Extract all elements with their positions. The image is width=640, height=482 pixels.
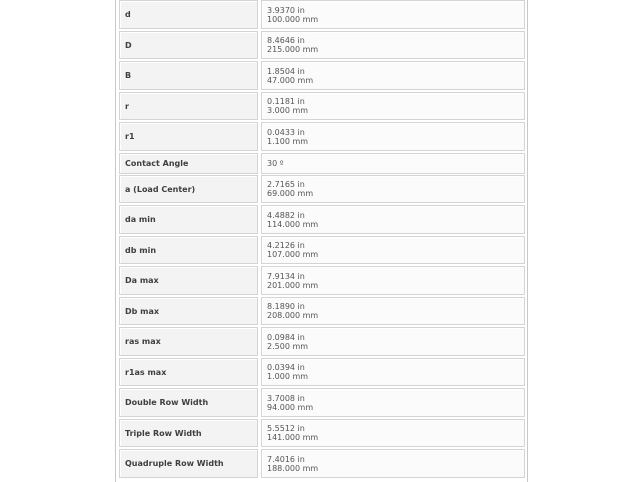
spec-value xyxy=(261,327,525,356)
spec-row-double-row-width xyxy=(119,388,525,417)
spec-value xyxy=(261,449,525,478)
spec-value-in: 4.4882 in xyxy=(267,210,305,220)
spec-value xyxy=(261,297,525,325)
spec-value-mm: 208.000 mm xyxy=(267,311,319,320)
spec-value xyxy=(261,205,525,234)
spec-value-in: 5.5512 in xyxy=(267,424,305,433)
spec-value-in: 4.2126 in xyxy=(267,241,305,250)
spec-row-triple-row-width xyxy=(119,419,525,447)
spec-label: D xyxy=(119,31,258,59)
spec-value-in: 7.9134 in xyxy=(267,271,305,281)
spec-value xyxy=(261,236,525,264)
spec-value-mm: 100.000 mm xyxy=(267,14,319,24)
spec-value xyxy=(261,388,525,417)
spec-label: a (Load Center) xyxy=(119,175,258,203)
spec-row-db-min xyxy=(119,236,525,264)
spec-value-mm: 3.000 mm xyxy=(267,106,309,115)
spec-row-B xyxy=(119,61,525,90)
spec-value-in: 0.0394 in xyxy=(267,363,305,372)
spec-value-in: 3.7008 in xyxy=(267,393,305,403)
spec-label: Db max xyxy=(119,297,258,325)
spec-value-in: 1.8504 in xyxy=(267,66,305,76)
spec-value-mm: 107.000 mm xyxy=(267,250,319,259)
spec-value-in: 8.4646 in xyxy=(267,36,305,45)
spec-row-quadruple-row-width xyxy=(119,449,525,478)
spec-value xyxy=(261,175,525,203)
spec-value-in: 8.1890 in xyxy=(267,302,305,311)
spec-row-Db-max xyxy=(119,297,525,325)
spec-row-contact-angle xyxy=(119,153,525,174)
spec-value-mm: 114.000 mm xyxy=(267,219,319,229)
spec-row-r xyxy=(119,92,525,120)
spec-row-load-center xyxy=(119,175,525,203)
spec-value-mm: 2.500 mm xyxy=(267,341,309,351)
spec-value-mm: 141.000 mm xyxy=(267,433,319,442)
spec-value xyxy=(261,358,525,386)
spec-value-mm: 69.000 mm xyxy=(267,189,314,198)
spec-value xyxy=(261,266,525,295)
spec-value-in: 3.9370 in xyxy=(267,5,305,15)
spec-value-in: 0.1181 in xyxy=(267,97,305,106)
spec-value-mm: 201.000 mm xyxy=(267,280,319,290)
spec-value-in: 7.4016 in xyxy=(267,454,305,464)
spec-value-mm: 188.000 mm xyxy=(267,463,319,473)
spec-value-degrees: 30 º xyxy=(267,159,284,168)
spec-value xyxy=(261,153,525,174)
specifications-table xyxy=(115,0,528,482)
spec-row-D xyxy=(119,31,525,59)
spec-label: Da max xyxy=(119,266,258,295)
spec-value xyxy=(261,31,525,59)
spec-label: Double Row Width xyxy=(119,388,258,417)
spec-label: da min xyxy=(119,205,258,234)
spec-label: Contact Angle xyxy=(119,153,258,174)
spec-row-r1 xyxy=(119,122,525,151)
spec-row-r1as-max xyxy=(119,358,525,386)
spec-value xyxy=(261,61,525,90)
spec-value-in: 0.0984 in xyxy=(267,332,305,342)
spec-label: Quadruple Row Width xyxy=(119,449,258,478)
spec-value xyxy=(261,0,525,29)
spec-label: ras max xyxy=(119,327,258,356)
spec-row-da-min xyxy=(119,205,525,234)
spec-value-in: 0.0433 in xyxy=(267,127,305,137)
spec-row-Da-max xyxy=(119,266,525,295)
spec-label: db min xyxy=(119,236,258,264)
spec-label: d xyxy=(119,0,258,29)
spec-value xyxy=(261,92,525,120)
spec-value-mm: 94.000 mm xyxy=(267,402,314,412)
spec-value-mm: 47.000 mm xyxy=(267,75,314,85)
spec-label: B xyxy=(119,61,258,90)
spec-value-in: 2.7165 in xyxy=(267,180,305,189)
spec-row-ras-max xyxy=(119,327,525,356)
spec-label: r1as max xyxy=(119,358,258,386)
spec-row-d xyxy=(119,0,525,29)
spec-label: r xyxy=(119,92,258,120)
spec-value-mm: 215.000 mm xyxy=(267,45,319,54)
spec-value-mm: 1.100 mm xyxy=(267,136,309,146)
spec-label: Triple Row Width xyxy=(119,419,258,447)
spec-value-mm: 1.000 mm xyxy=(267,372,309,381)
spec-value xyxy=(261,122,525,151)
spec-value xyxy=(261,419,525,447)
spec-label: r1 xyxy=(119,122,258,151)
